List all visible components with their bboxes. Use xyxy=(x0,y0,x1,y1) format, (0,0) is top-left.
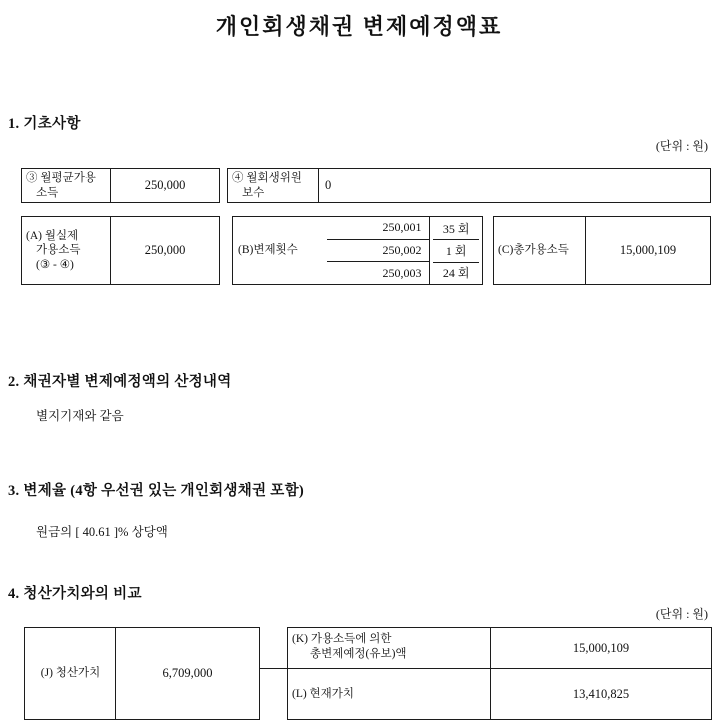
table-monthly-average-available-income xyxy=(21,168,220,203)
table-b-amount-row: 250,002 xyxy=(327,240,429,263)
table-j-liquidation-value xyxy=(24,627,260,720)
table-b-label: (B)변제횟수 xyxy=(238,244,298,257)
section-3-heading: 3. 변제율 (4항 우선권 있는 개인회생채권 포함) xyxy=(8,483,305,499)
table-a-label-line3: (③ - ④) xyxy=(36,258,74,271)
income-label-line2: 소득 xyxy=(36,186,59,199)
table-b-count-column xyxy=(429,217,482,284)
table-c-total-available-income xyxy=(493,216,711,285)
section-2-body: 별지기재와 같음 xyxy=(36,409,124,423)
table-b-amount-row: 250,003 xyxy=(382,265,422,280)
row-k-value: 15,000,109 xyxy=(572,640,630,655)
table-j-value: 6,709,000 xyxy=(162,666,213,680)
income-label xyxy=(22,169,111,202)
table-a-value: 250,000 xyxy=(144,243,186,257)
table-j-label: (J) 청산가치 xyxy=(25,628,116,719)
section-2-heading: 2. 채권자별 변제예정액의 산정내역 xyxy=(8,374,232,390)
row-k-label-line1: (K) 가용소득에 의한 xyxy=(292,633,392,645)
table-b-count-row: 1 회 xyxy=(430,239,482,261)
table-monthly-commissioner-fee xyxy=(227,168,711,203)
table-a-actual-available-income xyxy=(21,216,220,285)
row-l-value: 13,410,825 xyxy=(572,686,630,701)
table-b-amount-column xyxy=(327,217,429,284)
row-k-label-line2: 총변제예정(유보)액 xyxy=(310,647,407,660)
table-a-label-line2: 가용소득 xyxy=(36,244,81,257)
table-b-count-row: 24 회 xyxy=(442,266,470,281)
table-kl-comparison xyxy=(287,627,712,720)
fee-label-line2: 보수 xyxy=(242,186,265,199)
section-1-heading: 1. 기초사항 xyxy=(8,116,81,132)
table-b-repayment-count xyxy=(232,216,483,285)
table-b-amount-row: 250,001 xyxy=(327,217,429,240)
table-row-k xyxy=(288,628,711,669)
row-k-label xyxy=(288,628,491,668)
table-b-count-row: 35 회 xyxy=(430,217,482,239)
fee-label-line1: ④ 월회생위원 xyxy=(232,172,302,184)
table-a-label xyxy=(22,217,111,284)
table-a-label-line1: (A) 월실제 xyxy=(26,229,79,242)
table-c-label: (C)총가용소득 xyxy=(494,217,586,284)
table-c-value: 15,000,109 xyxy=(619,243,677,257)
section-3-body: 원금의 [ 40.61 ]% 상당액 xyxy=(36,525,168,539)
income-label-line1: ③ 월평균가용 xyxy=(26,172,96,184)
table-j-kl-gap xyxy=(260,627,287,720)
fee-label xyxy=(228,169,319,202)
table-row-l xyxy=(288,669,711,719)
section-4-heading: 4. 청산가치와의 비교 xyxy=(8,586,142,602)
income-value: 250,000 xyxy=(144,178,186,192)
page-title: 개인회생채권 변제예정액표 xyxy=(215,14,503,39)
connector-line xyxy=(260,668,287,669)
unit-note-section-4: (단위 : 원) xyxy=(655,607,708,621)
unit-note-section-1: (단위 : 원) xyxy=(655,139,708,153)
fee-value: 0 xyxy=(325,178,332,192)
row-l-label: (L) 현재가치 xyxy=(288,669,491,719)
